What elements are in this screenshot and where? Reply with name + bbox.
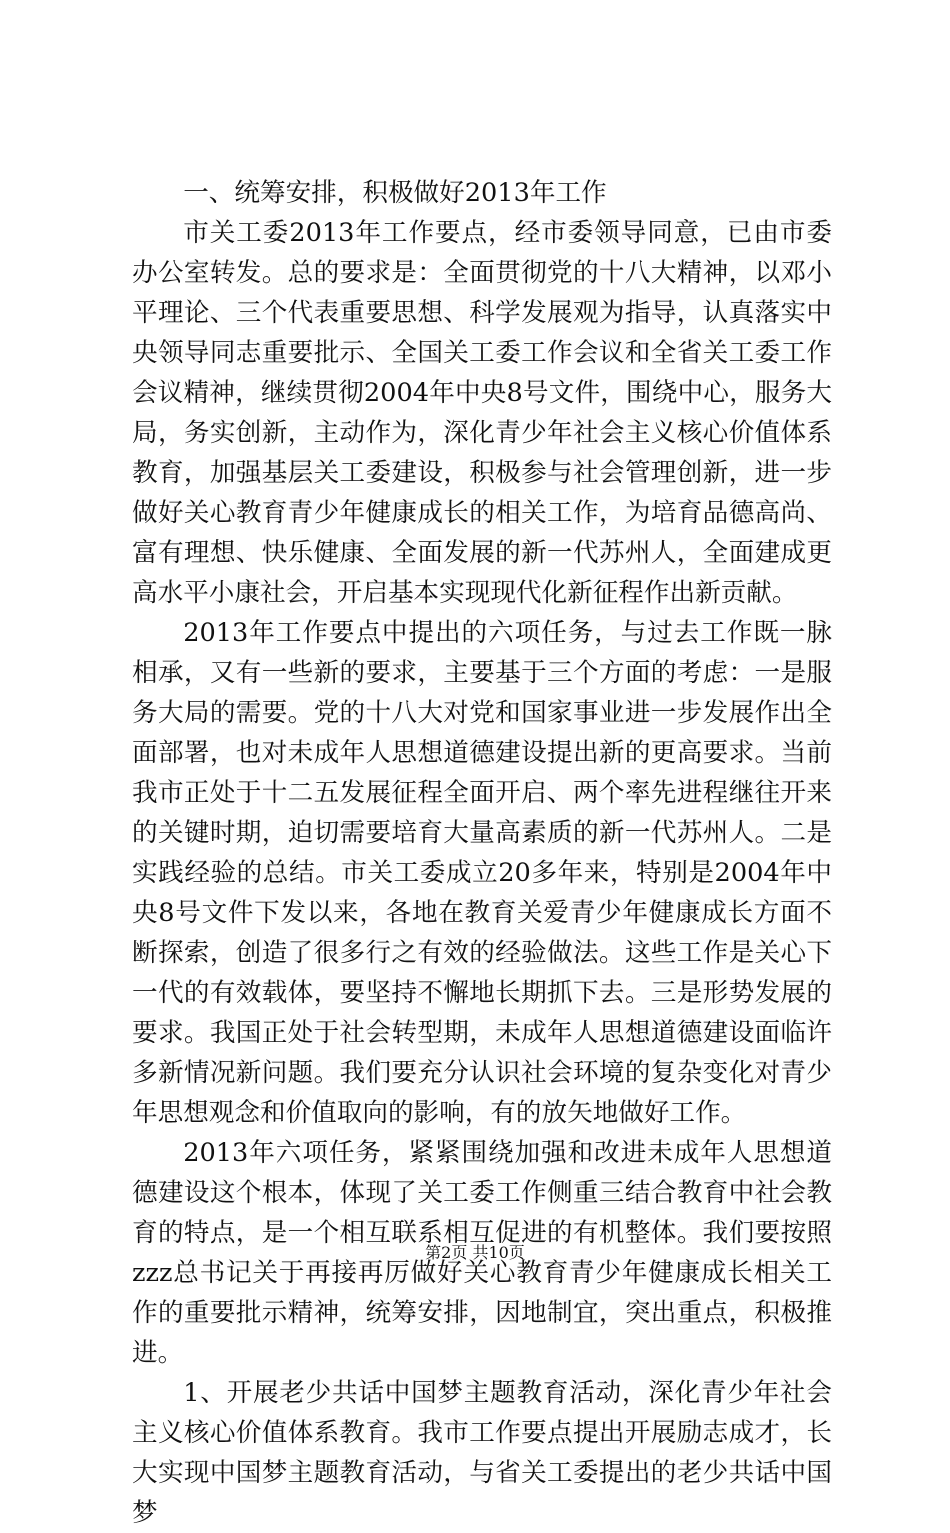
paragraph: 2013年工作要点中提出的六项任务，与过去工作既一脉相承，又有一些新的要求，主要基于三个方面的考虑：一是服务大局的需要。党的十八大对党和国家事业进一步发展作出全面部署，也对未成年人思想道德建设提出新的更高要求。当前我市正处于十二五发展征程全面开启、两个率先进程继往开来的关键时期，迫切需要培育大量高素质的新一代苏州人。二是实践经验的总结。市关工委成立20多年来，特别是2004年中央8号文件下发以来，各地在教育关爱青少年健康成长方面不断探索，创造了很多行之有效的经验做法。这些工作是关心下一代的有效载体，要坚持不懈地长期抓下去。三是形势发展的要求。我国正处于社会转型期，未成年人思想道德建设面临许多新情况新问题。我们要充分认识社会环境的复杂变化对青少年思想观念和价值取向的影响，有的放矢地做好工作。 xyxy=(132,618,832,1128)
paragraph: 市关工委2013年工作要点，经市委领导同意，已由市委办公室转发。总的要求是：全面贯彻党的十八大精神，以邓小平理论、三个代表重要思想、科学发展观为指导，认真落实中央领导同志重要批示、全国关工委工作会议和全省关工委工作会议精神，继续贯彻2004年中央8号文件，围绕中心，服务大局，务实创新，主动作为，深化青少年社会主义核心价值体系教育，加强基层关工委建设，积极参与社会管理创新，进一步做好关心教育青少年健康成长的相关工作，为培育品德高尚、富有理想、快乐健康、全面发展的新一代苏州人，全面建成更高水平小康社会，开启基本实现现代化新征程作出新贡献。 xyxy=(132,218,832,608)
section-heading: 一、统筹安排，积极做好2013年工作 xyxy=(183,178,607,208)
document-body xyxy=(132,173,832,1533)
paragraph: 2013年六项任务，紧紧围绕加强和改进未成年人思想道德建设这个根本，体现了关工委工作侧重三结合教育中社会教育的特点，是一个相互联系相互促进的有机整体。我们要按照zzz总书记关于再接再厉做好关心教育青少年健康成长相关工作的重要批示精神，统筹安排，因地制宜，突出重点，积极推进。 xyxy=(132,1138,832,1368)
page-number-footer: 第2页 共10页 xyxy=(425,1243,525,1262)
paragraph: 1、开展老少共话中国梦主题教育活动，深化青少年社会主义核心价值体系教育。我市工作要点提出开展励志成才，长大实现中国梦主题教育活动，与省关工委提出的老少共话中国梦 xyxy=(132,1378,832,1528)
